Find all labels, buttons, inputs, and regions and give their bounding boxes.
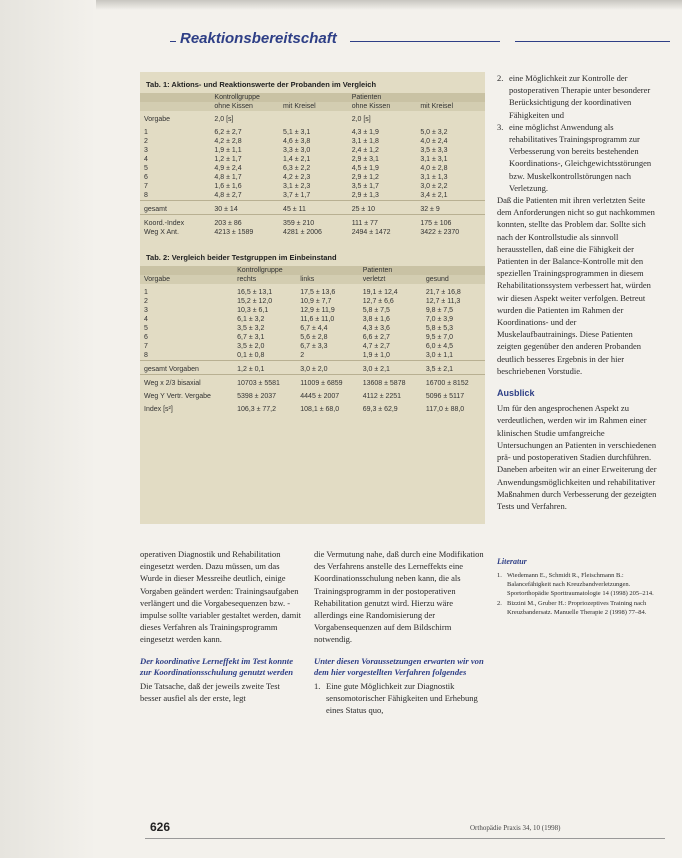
page-number: 626: [150, 820, 171, 834]
table-cell: 5,0 ± 3,2: [420, 129, 448, 136]
table-cell: 6,0 ± 4,5: [425, 343, 454, 350]
list-number: 3.: [497, 121, 504, 132]
table1-row: [140, 137, 485, 146]
reference-item: [497, 572, 657, 598]
table-cell: 12,9 ± 11,9: [300, 307, 335, 314]
table-cell: 4,3 ± 1,9: [351, 129, 379, 136]
page-top-shadow: [0, 0, 682, 10]
row-number: 8: [144, 352, 148, 359]
table-cell: 1,9 ± 1,1: [214, 147, 242, 154]
row-number: 7: [144, 183, 148, 190]
table-cell: 6,6 ± 2,7: [362, 334, 390, 341]
table-cell: 6,3 ± 2,2: [283, 165, 311, 172]
list-text: Eine gute Möglichkeit zur Diagnostik sensomotorischer Fähigkeiten und Erhebung eines Status quo,: [326, 680, 478, 716]
row-number: 3: [144, 147, 148, 154]
text-column-right: [497, 72, 657, 617]
table-cell: 13608 ± 5878: [359, 375, 422, 389]
table1-row: [140, 146, 485, 155]
body-paragraph: Um für den angesprochenen Aspekt zu verdeutlichen, werden wir im Rahmen einer klinischen Studie umfangreiche Untersuchungen an Patienten in verschiedenen prä- und postoperativen Stadien durchführen. Daneben arbeiten wir an einer Erweiterung der Anwendungsmöglichkeiten und rehabilitativer Maßnahmen durch Verbesserung der gezeigten Tests und Verfahren.: [497, 403, 657, 511]
table-cell: 15,2 ± 12,0: [237, 298, 273, 305]
table-cell: 6,7 ± 3,3: [300, 343, 328, 350]
table-cell: 108,1 ± 68,0: [300, 406, 340, 413]
table-cell: 111 ± 77: [348, 215, 417, 229]
table1-group-right: Patienten: [348, 93, 485, 102]
table2-row: [140, 284, 485, 297]
table1: [140, 93, 485, 237]
table-cell: 11009 ± 6859: [296, 375, 358, 389]
table2-subhead: links: [296, 275, 358, 284]
table-cell: 30 ± 14: [210, 201, 279, 215]
table-cell: 5,6 ± 2,8: [300, 334, 328, 341]
reference-number: 2.: [497, 600, 502, 608]
table1-row: [140, 173, 485, 182]
row-number: 8: [144, 192, 148, 199]
table1-row: [140, 155, 485, 164]
table-cell: 0,1 ± 0,8: [237, 352, 265, 359]
table2-group-right: Patienten: [359, 266, 485, 275]
header-rule-right: [515, 41, 670, 42]
table-cell: 5,8 ± 7,5: [362, 307, 390, 314]
table-cell: 3,5 ± 3,3: [420, 147, 448, 154]
table-cell: 12,7 ± 11,3: [425, 298, 461, 305]
table-cell: 11,6 ± 11,0: [300, 316, 335, 323]
text-column-middle: [314, 548, 484, 716]
table1-group-left: Kontrollgruppe: [210, 93, 347, 102]
table1-subhead: ohne Kissen: [210, 102, 279, 111]
table-cell: 45 ± 11: [279, 201, 348, 215]
table-cell: 3,5 ± 1,7: [351, 183, 379, 190]
table2-row: [140, 315, 485, 324]
table-cell: 106,3 ± 77,2: [237, 406, 277, 413]
table-cell: 2,4 ± 1,2: [351, 147, 379, 154]
table2-subhead: gesund: [422, 275, 485, 284]
table2-row: [140, 306, 485, 315]
body-paragraph: operativen Diagnostik und Rehabilitation eingesetzt werden. Dazu müssen, um das Wurde in dieser Messreihe deutlich, einige Vorgaben geändert werden: Trainingsaufgaben verlängert und die Vorgabesequenzen bzw. -impulse sollte variabler gestaltet werden, damit dieses Verfahren als Trainingsprogramm eingesetzt werden kann.: [140, 549, 301, 645]
table-cell: 4,2 ± 2,3: [283, 174, 311, 181]
table-cell: 4,3 ± 3,6: [362, 325, 390, 332]
table-cell: 3,0 ± 2,0: [296, 361, 358, 375]
tables-box: [140, 72, 485, 524]
table-cell: 10,3 ± 6,1: [237, 307, 269, 314]
table-cell: 3,1 ± 2,3: [283, 183, 311, 190]
row-number: 4: [144, 156, 148, 163]
table2-caption: Tab. 2: Vergleich beider Testgruppen im Einbeinstand: [146, 253, 337, 262]
table-cell: 3,0 ± 2,1: [359, 361, 422, 375]
table2: [140, 266, 485, 414]
reference-text: Wiedemann E., Schmidt R., Fleischmann B.: Balancefähigkeit nach Kreuzbandverletzungen. Sportorthopädie Sporttraumatologie 14 (1998) 205–214.: [507, 572, 654, 597]
table-cell: 175 ± 106: [416, 215, 485, 229]
table2-row: [140, 297, 485, 306]
table-cell: 3,0 ± 1,1: [425, 352, 454, 359]
table-cell: 1,9 ± 1,0: [362, 352, 390, 359]
body-paragraph: Daß die Patienten mit ihren verletzten Seite dem Anforderungen nicht so gut nachkommen konnten, stellte das Problem dar. Sollte sich nach der Kontrollstudie als sinnvoll herausstellen, daß eine die Fähigkeit der Patienten in der Balance-Kontrolle mit den speziellen Trainingsprogrammen in diesem Rehabilitationssystem verbessert hat, würden wir diesen Aspekt weiter verfolgen. Betreut wurden die Patienten im Rahmen der Koordinations- und der Muskelaufbautrainings. Diese Patienten zeigten gegenüber den anderen Probanden deutlich besseres Ergebnis in der hier beschriebenen Vorstudie.: [497, 195, 655, 376]
table-cell: 6,1 ± 3,2: [237, 316, 265, 323]
table-cell: 19,1 ± 12,4: [362, 289, 398, 296]
reference-number: 1.: [497, 572, 502, 580]
table1-wegx-label: Weg X Ant.: [144, 229, 179, 236]
table-cell: 4445 ± 2007: [300, 393, 340, 400]
table-cell: 3,4 ± 2,1: [420, 192, 448, 199]
body-paragraph: Die Tatsache, daß der jeweils zweite Test besser ausfiel als der erste, legt: [140, 680, 280, 703]
table-cell: 10,9 ± 7,7: [300, 298, 332, 305]
table-cell: 4,0 ± 2,4: [420, 138, 448, 145]
table-cell: 6,7 ± 4,4: [300, 325, 328, 332]
table1-subhead: ohne Kissen: [348, 102, 417, 111]
table-cell: 3422 ± 2370: [420, 229, 460, 236]
row-number: 2: [144, 298, 148, 305]
table-cell: 4,8 ± 1,7: [214, 174, 242, 181]
table-cell: 1,2 ± 0,1: [233, 361, 296, 375]
table2-row: [140, 342, 485, 351]
table-cell: 4,6 ± 3,8: [283, 138, 311, 145]
table2-wegy-label: Weg Y Vertr. Vergabe: [144, 393, 211, 400]
table1-subhead: mit Kreisel: [279, 102, 348, 111]
list-text: eine möglichst Anwendung als rehabilitatives Trainingsprogramm zur Verbesserung von bereits bestehenden Koordinations-, Gleichgewichtsstörungen bzw. Muskelkontrollstörungen nach Verletzung.: [509, 121, 652, 193]
table-cell: 3,7 ± 1,7: [283, 192, 311, 199]
header-rule-left: [170, 41, 176, 42]
table2-row: [140, 351, 485, 361]
table-cell: 1,6 ± 1,6: [214, 183, 242, 190]
row-number: 5: [144, 325, 148, 332]
journal-footer: Orthopädie Praxis 34, 10 (1998): [470, 824, 561, 832]
table-cell: 69,3 ± 62,9: [362, 406, 398, 413]
table-cell: 25 ± 10: [348, 201, 417, 215]
table-cell: 5398 ± 2037: [237, 393, 277, 400]
table-cell: 1,4 ± 2,1: [283, 156, 311, 163]
subheading: Unter diesen Voraussetzungen erwarten wir von dem hier vorgestellten Verfahren folgendes: [314, 655, 484, 677]
running-header: [170, 26, 670, 50]
text-column-left: [140, 548, 302, 704]
table2-group-left: Kontrollgruppe: [233, 266, 359, 275]
table-cell: 4,8 ± 2,7: [214, 192, 242, 199]
table-cell: 16700 ± 8152: [422, 375, 485, 389]
table-cell: 21,7 ± 16,8: [425, 289, 461, 296]
row-number: 7: [144, 343, 148, 350]
list-item: [497, 72, 657, 121]
table-cell: 4281 ± 2006: [283, 229, 322, 236]
list-item: [314, 680, 484, 717]
table1-row: [140, 124, 485, 137]
row-number: 6: [144, 174, 148, 181]
list-number: 1.: [314, 680, 321, 691]
table1-row: [140, 164, 485, 173]
table2-vorgabe-label: gesamt Vorgaben: [140, 361, 233, 375]
table-cell: 6,2 ± 2,7: [214, 129, 242, 136]
table-cell: 3,8 ± 1,6: [362, 316, 390, 323]
table2-row: [140, 324, 485, 333]
table-cell: 12,7 ± 6,6: [362, 298, 394, 305]
table2-subhead: Vorgabe: [140, 275, 233, 284]
table-cell: 2,9 ± 3,1: [351, 156, 379, 163]
table-cell: 9,5 ± 7,0: [425, 334, 454, 341]
table1-caption: Tab. 1: Aktions- und Reaktionswerte der Probanden im Vergleich: [146, 80, 377, 89]
row-number: 2: [144, 138, 148, 145]
row-number: 4: [144, 316, 148, 323]
table-cell: 5096 ± 5117: [425, 393, 465, 400]
table-cell: 4,2 ± 2,8: [214, 138, 242, 145]
table-cell: 17,5 ± 13,6: [300, 289, 336, 296]
table-cell: 359 ± 210: [279, 215, 348, 229]
table-cell: 4,9 ± 2,4: [214, 165, 242, 172]
body-paragraph: die Vermutung nahe, daß durch eine Modifikation des Verfahrens anstelle des Lerneffekts eine Koordinationsschulung neben kann, die als Trainingsprogramm in der postoperativen Rehabilitation genutzt wird. Hierzu wäre allerdings eine Randomisierung der Vorgabensequenzen auf dem Bildschirm notwendig.: [314, 549, 484, 645]
reference-item: [497, 600, 657, 617]
literature-heading: Literatur: [497, 557, 527, 567]
table-cell: 2494 ± 1472: [351, 229, 391, 236]
section-heading: Ausblick: [497, 388, 535, 399]
table-cell: 3,1 ± 1,3: [420, 174, 448, 181]
table-cell: 3,1 ± 1,8: [351, 138, 379, 145]
table2-index-label: Index [s²]: [144, 406, 173, 413]
table-cell: 4,5 ± 1,9: [351, 165, 379, 172]
table-cell: 6,7 ± 3,1: [237, 334, 265, 341]
table-cell: 3,5 ± 2,0: [237, 343, 265, 350]
table-cell: 3,3 ± 3,0: [283, 147, 311, 154]
table-cell: 9,8 ± 7,5: [425, 307, 454, 314]
table-cell: 5,1 ± 3,1: [283, 129, 311, 136]
row-number: 3: [144, 307, 148, 314]
table-cell: 16,5 ± 13,1: [237, 289, 273, 296]
subheading: Der koordinative Lerneffekt im Test konnte zur Koordinationsschulung genutzt werden: [140, 655, 294, 677]
literature-list: [497, 572, 657, 617]
list-text: eine Möglichkeit zur Kontrolle der postoperativen Therapie unter besonderer Berücksichtigung der koordinativen Fähigkeiten und: [509, 73, 651, 120]
table1-subhead: mit Kreisel: [416, 102, 485, 111]
table-cell: 203 ± 86: [210, 215, 279, 229]
page-left-margin: [0, 0, 96, 858]
table2-subhead: rechts: [233, 275, 296, 284]
table1-vorgabe-left: 2,0 [s]: [214, 116, 234, 123]
row-number: 5: [144, 165, 148, 172]
table-cell: 3,1 ± 3,1: [420, 156, 448, 163]
table-cell: 10703 ± 5581: [233, 375, 296, 389]
table-cell: 4112 ± 2251: [362, 393, 402, 400]
header-title: Reaktionsbereitschaft: [180, 30, 337, 47]
table-cell: 3,5 ± 2,1: [422, 361, 485, 375]
table-cell: 7,0 ± 3,9: [425, 316, 454, 323]
table-cell: 2: [300, 352, 305, 359]
row-number: 6: [144, 334, 148, 341]
reference-text: Bizzini M., Gruber H.: Propriozeptives Training nach Kreuzbandersatz. Manuelle Therapie 2 (1998) 77–84.: [507, 600, 647, 616]
table-cell: 3,5 ± 3,2: [237, 325, 265, 332]
table1-row: [140, 182, 485, 191]
table-cell: 2,9 ± 1,3: [351, 192, 379, 199]
table-cell: 2,9 ± 1,2: [351, 174, 379, 181]
table-cell: 4213 ± 1589: [214, 229, 254, 236]
table-cell: 117,0 ± 88,0: [425, 406, 465, 413]
table2-row: [140, 333, 485, 342]
table-cell: 5,8 ± 5,3: [425, 325, 454, 332]
table-cell: 4,0 ± 2,8: [420, 165, 448, 172]
table2-subhead: verletzt: [359, 275, 422, 284]
table2-weg-label: Weg x 2/3 bisaxial: [140, 375, 233, 389]
header-rule-mid: [350, 41, 500, 42]
table1-row: [140, 191, 485, 201]
table-cell: 32 ± 9: [416, 201, 485, 215]
table1-vorgabe-label: Vorgabe: [144, 116, 171, 123]
row-number: 1: [144, 129, 148, 136]
table-cell: 4,7 ± 2,7: [362, 343, 390, 350]
footer-rule: [145, 838, 665, 839]
table1-vorgabe-right: 2,0 [s]: [351, 116, 371, 123]
row-number: 1: [144, 289, 148, 296]
list-number: 2.: [497, 73, 504, 83]
list-item: [497, 121, 657, 194]
table1-gesamt-label: gesamt: [140, 201, 210, 215]
table-cell: 3,0 ± 2,2: [420, 183, 448, 190]
table-cell: 1,2 ± 1,7: [214, 156, 242, 163]
table1-koord-label: Koord.-Index: [140, 215, 210, 229]
